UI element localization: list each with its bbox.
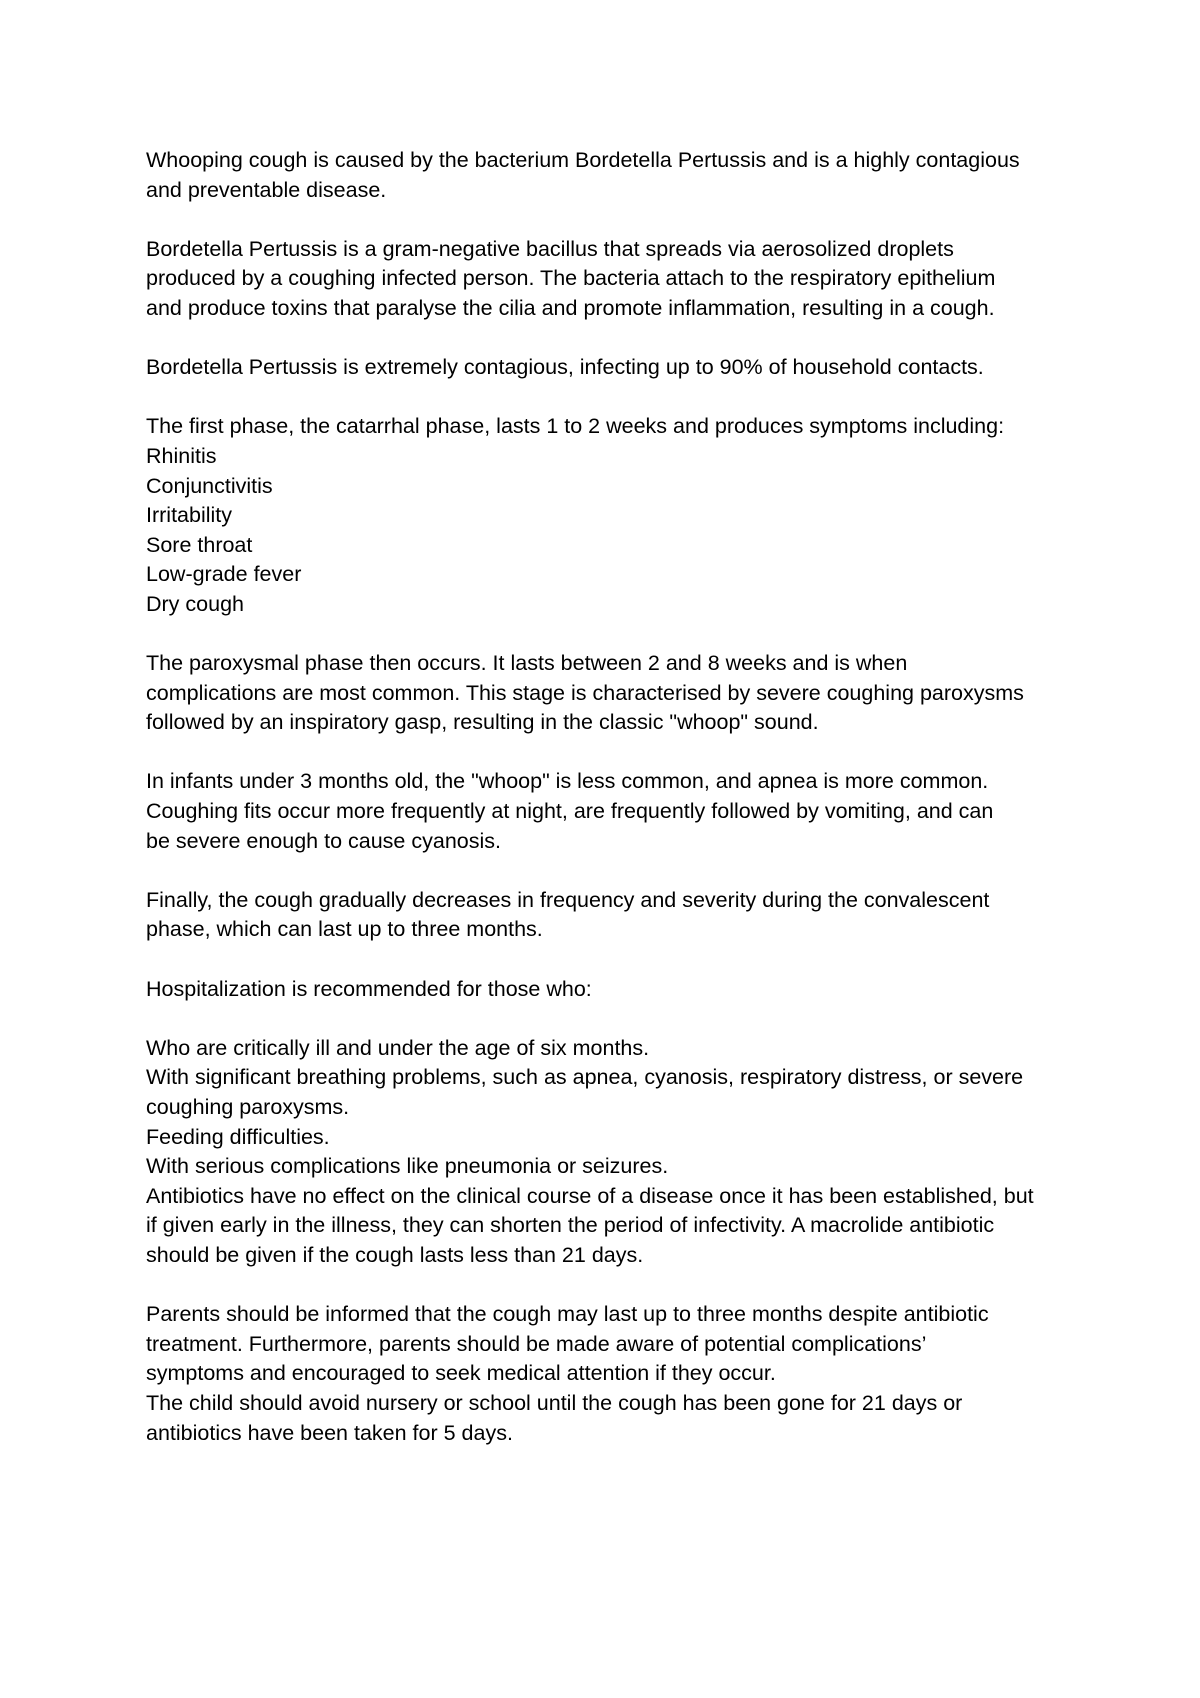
text-line: antibiotics have been taken for 5 days.	[146, 1420, 513, 1445]
text-line: Parents should be informed that the cough may last up to three months despite antibiotic	[146, 1302, 989, 1327]
paragraph-intro	[146, 146, 1086, 205]
text-line: Feeding difficulties.	[146, 1124, 330, 1149]
text-line: The first phase, the catarrhal phase, lasts 1 to 2 weeks and produces symptoms including:	[146, 414, 1005, 439]
text-line: if given early in the illness, they can shorten the period of infectivity. A macrolide antibiotic	[146, 1213, 995, 1238]
symptom-item: Rhinitis	[146, 443, 217, 468]
text-line: Antibiotics have no effect on the clinical course of a disease once it has been established, but	[146, 1183, 1034, 1208]
paragraph-bacterium	[146, 235, 1086, 324]
text-line: Bordetella Pertussis is a gram-negative bacillus that spreads via aerosolized droplets	[146, 236, 954, 261]
text-line: Coughing fits occur more frequently at night, are frequently followed by vomiting, and can	[146, 799, 994, 824]
text-line: symptoms and encouraged to seek medical attention if they occur.	[146, 1361, 776, 1386]
text-line: With significant breathing problems, such as apnea, cyanosis, respiratory distress, or severe	[146, 1065, 1024, 1090]
text-line: phase, which can last up to three months.	[146, 917, 543, 942]
symptom-item: Low-grade fever	[146, 562, 302, 587]
text-line: The paroxysmal phase then occurs. It lasts between 2 and 8 weeks and is when	[146, 651, 908, 676]
paragraph-infants	[146, 767, 1086, 856]
text-line: and produce toxins that paralyse the cilia and promote inflammation, resulting in a cough.	[146, 295, 995, 320]
symptom-item: Sore throat	[146, 532, 253, 557]
paragraph-criteria-antibiotics	[146, 1034, 1086, 1271]
text-line: Bordetella Pertussis is extremely contagious, infecting up to 90% of household contacts.	[146, 355, 984, 380]
paragraph-paroxysmal-phase	[146, 649, 1086, 738]
paragraph-hospitalization	[146, 975, 1086, 1005]
text-line: Who are critically ill and under the age of six months.	[146, 1035, 650, 1060]
paragraph-convalescent-phase	[146, 886, 1086, 945]
text-line: followed by an inspiratory gasp, resulting in the classic "whoop" sound.	[146, 710, 819, 735]
text-line: Hospitalization is recommended for those who:	[146, 976, 592, 1001]
text-line: With serious complications like pneumonia or seizures.	[146, 1154, 669, 1179]
symptom-item: Irritability	[146, 503, 233, 528]
paragraph-parents	[146, 1300, 1086, 1448]
paragraph-catarrhal-phase	[146, 412, 1086, 619]
symptom-item: Conjunctivitis	[146, 473, 273, 498]
document-page	[146, 146, 1086, 1478]
paragraph-contagious	[146, 353, 1086, 383]
text-line: should be given if the cough lasts less than 21 days.	[146, 1242, 644, 1267]
text-line: produced by a coughing infected person. The bacteria attach to the respiratory epithelium	[146, 266, 996, 291]
text-line: be severe enough to cause cyanosis.	[146, 828, 501, 853]
text-line: The child should avoid nursery or school until the cough has been gone for 21 days or	[146, 1390, 963, 1415]
text-line: treatment. Furthermore, parents should be made aware of potential complications’	[146, 1331, 927, 1356]
symptom-item: Dry cough	[146, 591, 244, 616]
text-line: Whooping cough is caused by the bacterium Bordetella Pertussis and is a highly contagious	[146, 148, 1020, 172]
text-line: and preventable disease.	[146, 177, 387, 202]
text-line: In infants under 3 months old, the "whoop" is less common, and apnea is more common.	[146, 769, 989, 794]
text-line: coughing paroxysms.	[146, 1095, 350, 1119]
text-line: Finally, the cough gradually decreases in frequency and severity during the convalescent	[146, 887, 990, 912]
text-line: complications are most common. This stage is characterised by severe coughing paroxysms	[146, 680, 1024, 705]
